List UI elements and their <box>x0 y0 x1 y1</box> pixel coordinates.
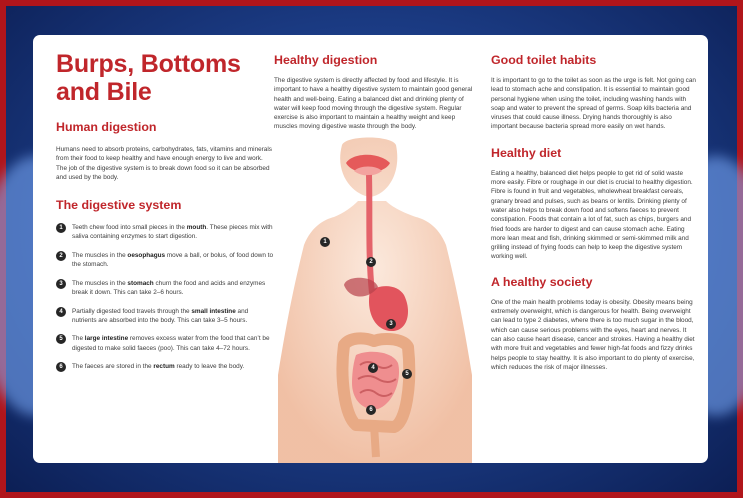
good-toilet-habits-heading: Good toilet habits <box>491 53 597 67</box>
step-item <box>56 279 274 298</box>
step-item <box>56 223 274 242</box>
step-item <box>56 362 274 371</box>
step-text: Teeth chew food into small pieces in the mouth. These pieces mix with saliva containing enzymes to start digestion. <box>72 224 273 241</box>
page-title <box>56 50 274 106</box>
healthy-society-text: One of the main health problems today is obesity. Obesity means being extremely overweight, which is dangerous for health. Being overweight can lead to type 2 diabetes, where there is too much sugar in the blood, which can cause serious problems with the eyes, heart and nerves. It can also cause heart disease, cancer and strokes. Having a healthy diet with more fruit and vegetables and fewer high-fat foods and fizzy drinks helps people to stay healthy. It is also important to do plenty of exercise, which reduces the risk of major illnesses. <box>491 298 695 371</box>
human-digestion-heading: Human digestion <box>56 120 157 134</box>
rectum <box>374 425 376 457</box>
step-text: The muscles in the stomach churn the food and acids and enzymes break it down. This can take 2–6 hours. <box>72 279 266 297</box>
step-text: Partially digested food travels through the small intestine and nutrients are absorbed into the body. This can take 3–5 hours. <box>72 307 249 324</box>
diagram-marker-2: 2 <box>366 257 376 267</box>
body-diagram <box>274 135 476 463</box>
diagram-marker-3: 3 <box>386 319 396 329</box>
page-title-line1: Burps, Bottoms <box>56 50 241 78</box>
middle-column <box>274 35 476 413</box>
healthy-digestion-heading: Healthy digestion <box>274 53 378 67</box>
digestive-system-illustration <box>274 135 476 463</box>
step-item <box>56 307 274 326</box>
healthy-society-heading: A healthy society <box>491 274 593 289</box>
step-number-badge: 2 <box>56 251 66 261</box>
digestive-system-heading: The digestive system <box>56 198 182 213</box>
oesophagus <box>369 175 372 293</box>
good-toilet-habits-text: It is important to go to the toilet as soon as the urge is felt. Not going can lead to stomach ache and constipation. It is essential to maintain good personal hygiene when using the toilet, including washing hands with soap and water to prevent the spread of germs. Soap kills bacteria and viruses that could cause illness. Drying hands thoroughly is also important because bacteria spread more easily on wet hands. <box>491 77 696 131</box>
step-text: The muscles in the oesophagus move a ball, or bolus, of food down to the stomach. <box>72 251 274 269</box>
human-digestion-text: Humans need to absorb proteins, carbohydrates, fats, vitamins and minerals from their food to keep healthy and have enough energy to live and work. The job of the digestive system is to break down food so it can be absorbed and used by the body. <box>56 146 272 181</box>
step-text: The faeces are stored in the rectum ready to leave the body. <box>72 363 245 371</box>
step-number-badge: 6 <box>56 362 66 372</box>
healthy-diet-heading: Healthy diet <box>491 145 562 160</box>
diagram-marker-1: 1 <box>320 237 330 247</box>
step-number-badge: 1 <box>56 223 66 233</box>
diagram-marker-5: 5 <box>402 369 412 379</box>
step-item <box>56 334 274 353</box>
step-number-badge: 5 <box>56 334 66 344</box>
digestive-steps-list <box>56 223 274 371</box>
step-number-badge: 3 <box>56 279 66 289</box>
diagram-marker-4: 4 <box>368 363 378 373</box>
healthy-diet-text: Eating a healthy, balanced diet helps people to get rid of solid waste more easily. Fibre or roughage in our diet is crucial to healthy digestion. Fibre is found in fruit and vegetables, wholewheat breakfast cereals, granary bread and pulses, such as beans or lentils. Drinking plenty of water also helps to break down food and softens faeces to prevent constipation. Foods that contain a lot of fat, such as chips, burgers and fried foods are harder to digest and can cause stomach ache. Eating more lean meat and fish, drinking skimmed or semi-skimmed milk and grilling instead of frying foods can help to keep the digestive system working well. <box>491 169 693 261</box>
content-panel <box>33 35 708 463</box>
diagram-marker-6: 6 <box>366 405 376 415</box>
healthy-digestion-text: The digestive system is directly affected by food and lifestyle. It is important to have a healthy digestive system to maintain good general health and well-being. Eating a balanced diet and drinking plenty of water will keep food moving through the digestive system. Regular exercise is also important to maintain a healthy weight and keep muscles moving digestive waste through the body. <box>274 77 473 131</box>
right-column <box>491 35 696 372</box>
step-item <box>56 251 274 270</box>
step-text: The large intestine removes excess water from the food that can’t be digested to make solid faeces (poo). This can take 4–72 hours. <box>72 335 270 352</box>
step-number-badge: 4 <box>56 307 66 317</box>
page-title-line2: and Bile <box>56 78 152 106</box>
left-column <box>56 35 274 381</box>
